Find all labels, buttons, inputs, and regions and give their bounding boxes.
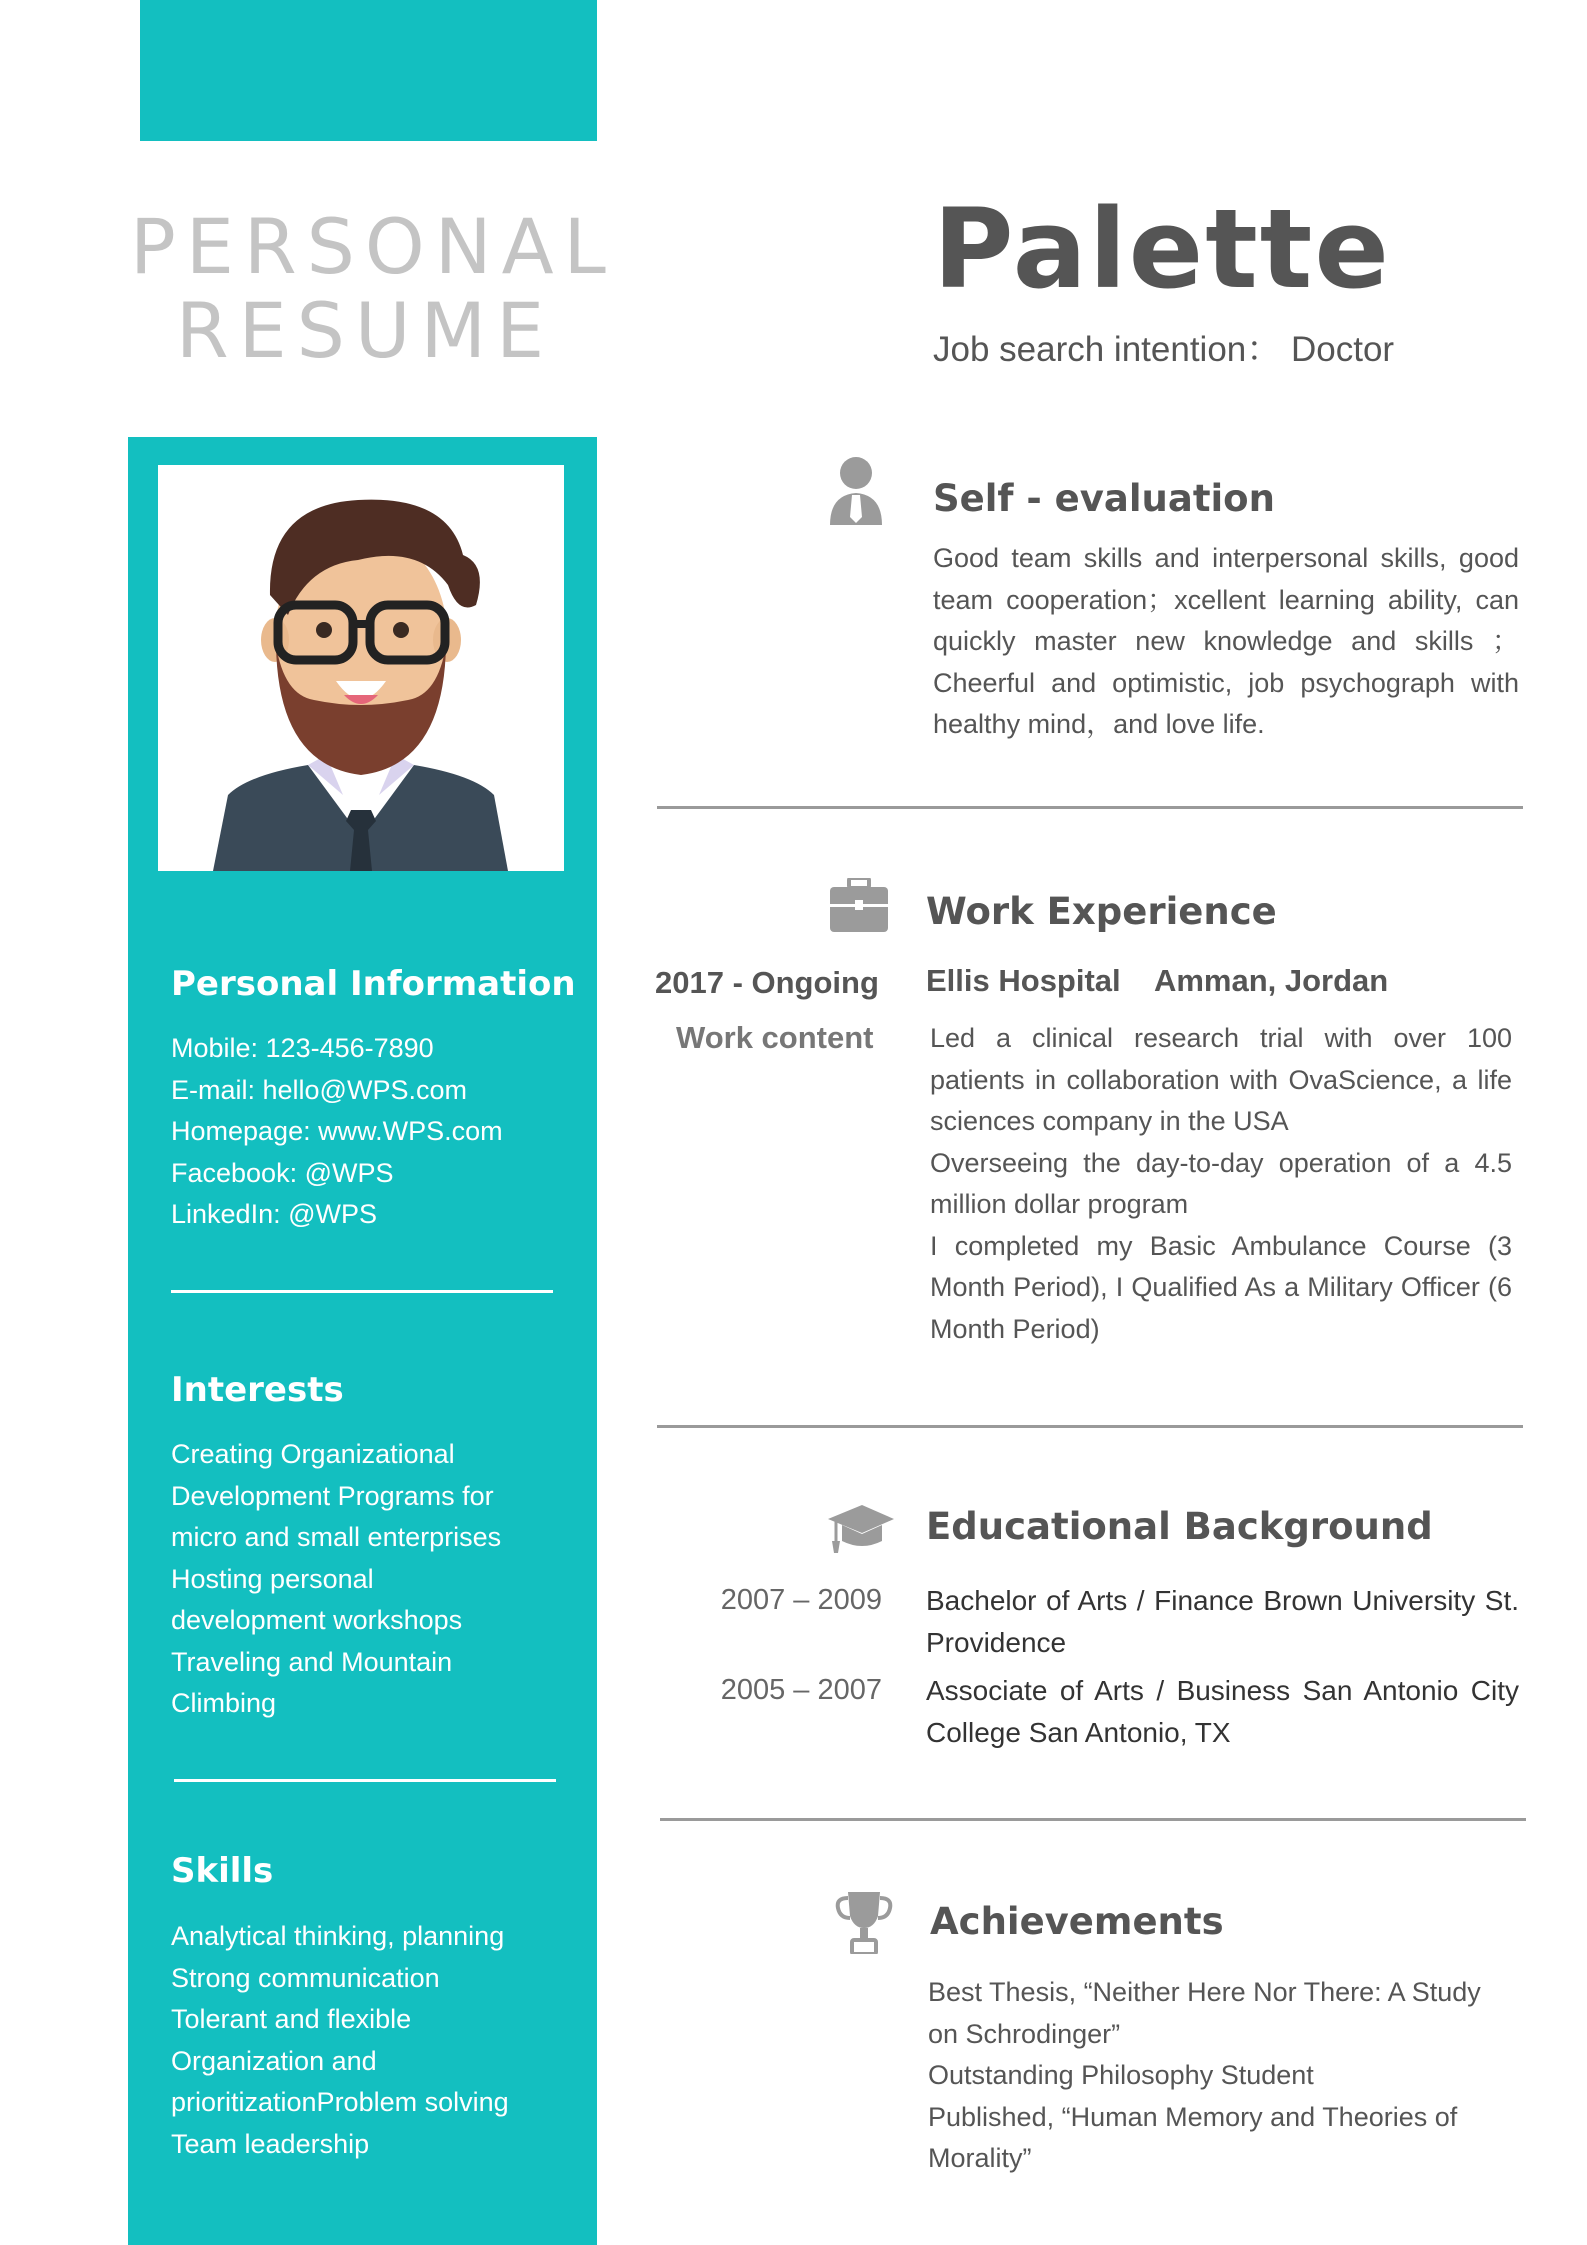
skill-line: Team leadership <box>171 2128 370 2159</box>
trophy-icon <box>834 1890 894 1959</box>
interest-line: development workshops <box>171 1605 463 1635</box>
graduation-cap-icon <box>828 1505 894 1560</box>
achievement-item: Published, “Human Memory and Theories of Morality” <box>928 2101 1458 2173</box>
skill-line: Organization and <box>171 2045 377 2076</box>
job-intention: Job search intention： Doctor <box>933 330 1395 369</box>
personal-info-title: Personal Information <box>171 964 576 1004</box>
education-title: Educational Background <box>926 1505 1433 1548</box>
contact-linkedin[interactable]: LinkedIn: @WPS <box>171 1199 377 1229</box>
interest-line: Hosting personal <box>171 1563 374 1594</box>
contact-homepage[interactable]: Homepage: www.WPS.com <box>171 1116 503 1146</box>
achievements-list <box>928 1972 1508 2180</box>
section-divider <box>660 1818 1526 1821</box>
avatar <box>158 465 564 871</box>
candidate-name: Palette <box>933 185 1391 313</box>
personal-info-list <box>171 1028 571 1236</box>
briefcase-icon <box>830 878 888 937</box>
top-accent-block <box>140 0 597 141</box>
skill-line: Analytical thinking, planning <box>171 1921 505 1951</box>
education-period: 2007 – 2009 <box>720 1584 882 1616</box>
education-period: 2005 – 2007 <box>720 1674 882 1706</box>
interest-line: Climbing <box>171 1688 277 1718</box>
work-content <box>930 1018 1512 1350</box>
bearded-man-avatar-icon <box>158 465 564 871</box>
interests-list <box>171 1434 571 1725</box>
skills-list <box>171 1916 571 2165</box>
interests-title: Interests <box>171 1370 344 1410</box>
achievements-title: Achievements <box>930 1900 1224 1943</box>
work-content-item: Overseeing the day-to-day operation of a 4.5 million dollar program <box>930 1147 1512 1219</box>
contact-mobile: Mobile: 123-456-7890 <box>171 1033 434 1063</box>
skill-line: prioritizationProblem solving <box>171 2087 509 2117</box>
resume-heading-line2: RESUME <box>175 286 555 375</box>
sidebar-divider <box>174 1779 556 1782</box>
contact-email[interactable]: E-mail: hello@WPS.com <box>171 1074 467 1105</box>
work-content-item: Led a clinical research trial with over 100 patients in collaboration with OvaScience, a life sciences company in the USA <box>930 1023 1512 1136</box>
education-entry: Associate of Arts / Business San Antonio City College San Antonio, TX <box>926 1675 1519 1748</box>
interest-line: Traveling and Mountain <box>171 1646 453 1677</box>
person-icon <box>828 455 884 530</box>
achievement-item: Best Thesis, “Neither Here Nor There: A Study on Schrodinger” <box>928 1977 1481 2049</box>
contact-facebook[interactable]: Facebook: @WPS <box>171 1157 394 1188</box>
interest-line: Creating Organizational <box>171 1439 455 1469</box>
sidebar-divider <box>171 1290 553 1293</box>
achievement-item: Outstanding Philosophy Student <box>928 2060 1314 2090</box>
work-content-label: Work content <box>676 1020 874 1055</box>
work-experience-title: Work Experience <box>926 890 1277 933</box>
resume-heading-line1: PERSONAL <box>130 202 616 291</box>
work-company: Ellis Hospital Amman, Jordan <box>926 963 1389 998</box>
self-evaluation-title: Self - evaluation <box>933 477 1275 520</box>
resume-heading <box>130 202 616 375</box>
education-entry: Bachelor of Arts / Finance Brown University St. Providence <box>926 1585 1519 1658</box>
interest-line: Development Programs for <box>171 1480 494 1511</box>
interest-line: micro and small enterprises <box>171 1522 502 1552</box>
skill-line: Strong communication <box>171 1962 440 1993</box>
skill-line: Tolerant and flexible <box>171 2004 412 2034</box>
work-period: 2017 - Ongoing <box>655 965 879 1000</box>
section-divider <box>657 806 1523 809</box>
work-content-item: I completed my Basic Ambulance Course (3 Month Period), I Qualified As a Military Officer (6 Month Period) <box>930 1230 1512 1344</box>
section-divider <box>657 1425 1523 1428</box>
self-evaluation-text: Good team skills and interpersonal skills, good team cooperation；xcellent learning ability, can quickly master new knowledge and skills ；Cheerful and optimistic, job psychograph with healthy mind，and love life. <box>933 543 1519 739</box>
skills-title: Skills <box>171 1851 274 1891</box>
